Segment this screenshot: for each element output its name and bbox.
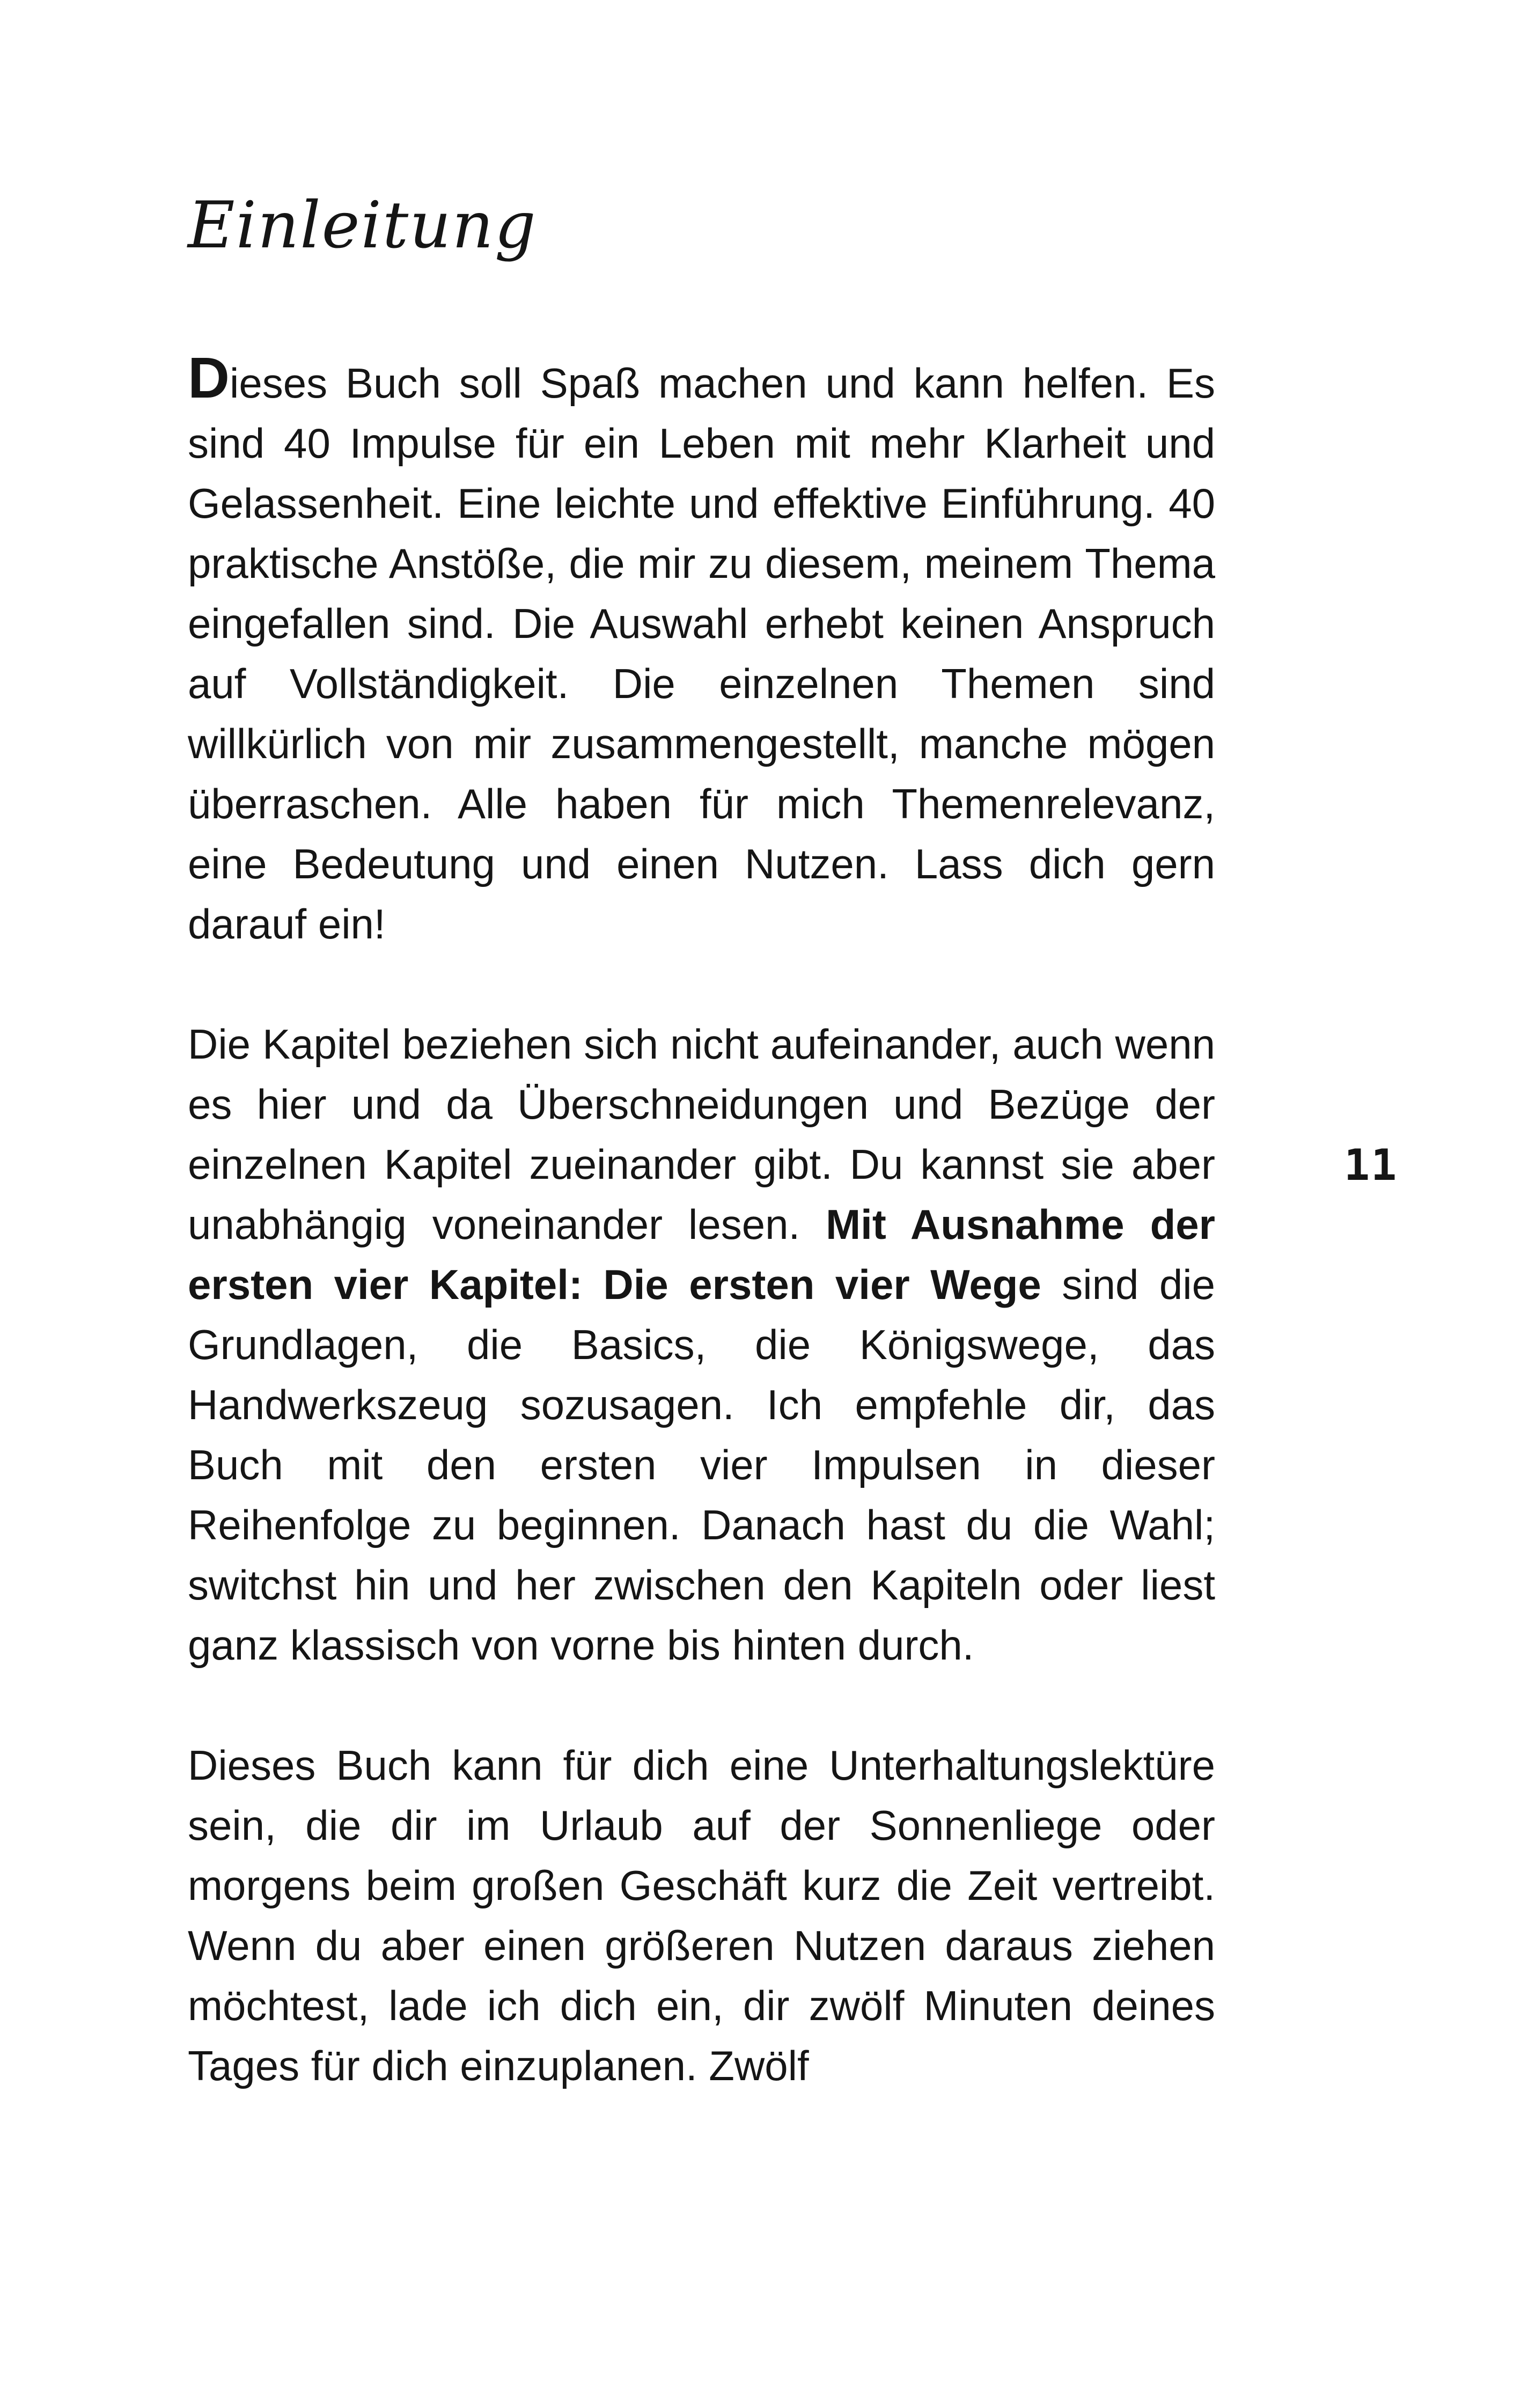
paragraph-3-text: Dieses Buch kann für dich eine Unterhaltungslektüre sein, die dir im Urlaub auf der Sonnenliege oder morgens beim großen Geschäft kurz die Zeit vertreibt. Wenn du aber einen größeren Nutzen daraus ziehen möchtest, lade ich dich ein, dir zwölf Minuten deines Tages für dich einzuplanen. Zwölf xyxy=(188,1742,1215,2089)
page-number: 11 xyxy=(1344,1140,1398,1190)
paragraph-2-text-after: sind die Grundlagen, die Basics, die Königswege, das Handwerkszeug sozusagen. Ich empfehle dir, das Buch mit den ersten vier Impulsen in dieser Reihenfolge zu beginnen. Danach hast du die Wahl; switchst hin und her zwischen den Kapiteln oder liest ganz klassisch von vorne bis hinten durch. xyxy=(188,1261,1215,1669)
body-text xyxy=(188,345,1215,2156)
chapter-heading: Einleitung xyxy=(188,188,537,263)
paragraph-1 xyxy=(188,345,1215,954)
paragraph-2 xyxy=(188,1014,1215,1675)
drop-cap: D xyxy=(188,345,230,410)
paragraph-3 xyxy=(188,1735,1215,2096)
paragraph-1-text: ieses Buch soll Spaß machen und kann helfen. Es sind 40 Impulse für ein Leben mit mehr Klarheit und Gelassenheit. Eine leichte und effektive Einführung. 40 praktische Anstöße, die mir zu diesem, meinem Thema eingefallen sind. Die Auswahl erhebt keinen Anspruch auf Vollständigkeit. Die einzelnen Themen sind willkürlich von mir zusammengestellt, manche mögen überraschen. Alle haben für mich Themenrelevanz, eine Bedeutung und einen Nutzen. Lass dich gern darauf ein! xyxy=(188,359,1215,948)
paragraph-2-text-before: Die Kapitel beziehen sich nicht aufeinander, auch wenn es hier und da Überschneidungen und Bezüge der einzelnen Kapitel zueinander gibt. Du kannst sie aber unabhängig voneinander lesen. xyxy=(188,1021,1215,1248)
paragraph-2-bold-text: Mit Ausnahme der ersten vier Kapitel: Die ersten vier Wege xyxy=(188,1201,1215,1308)
